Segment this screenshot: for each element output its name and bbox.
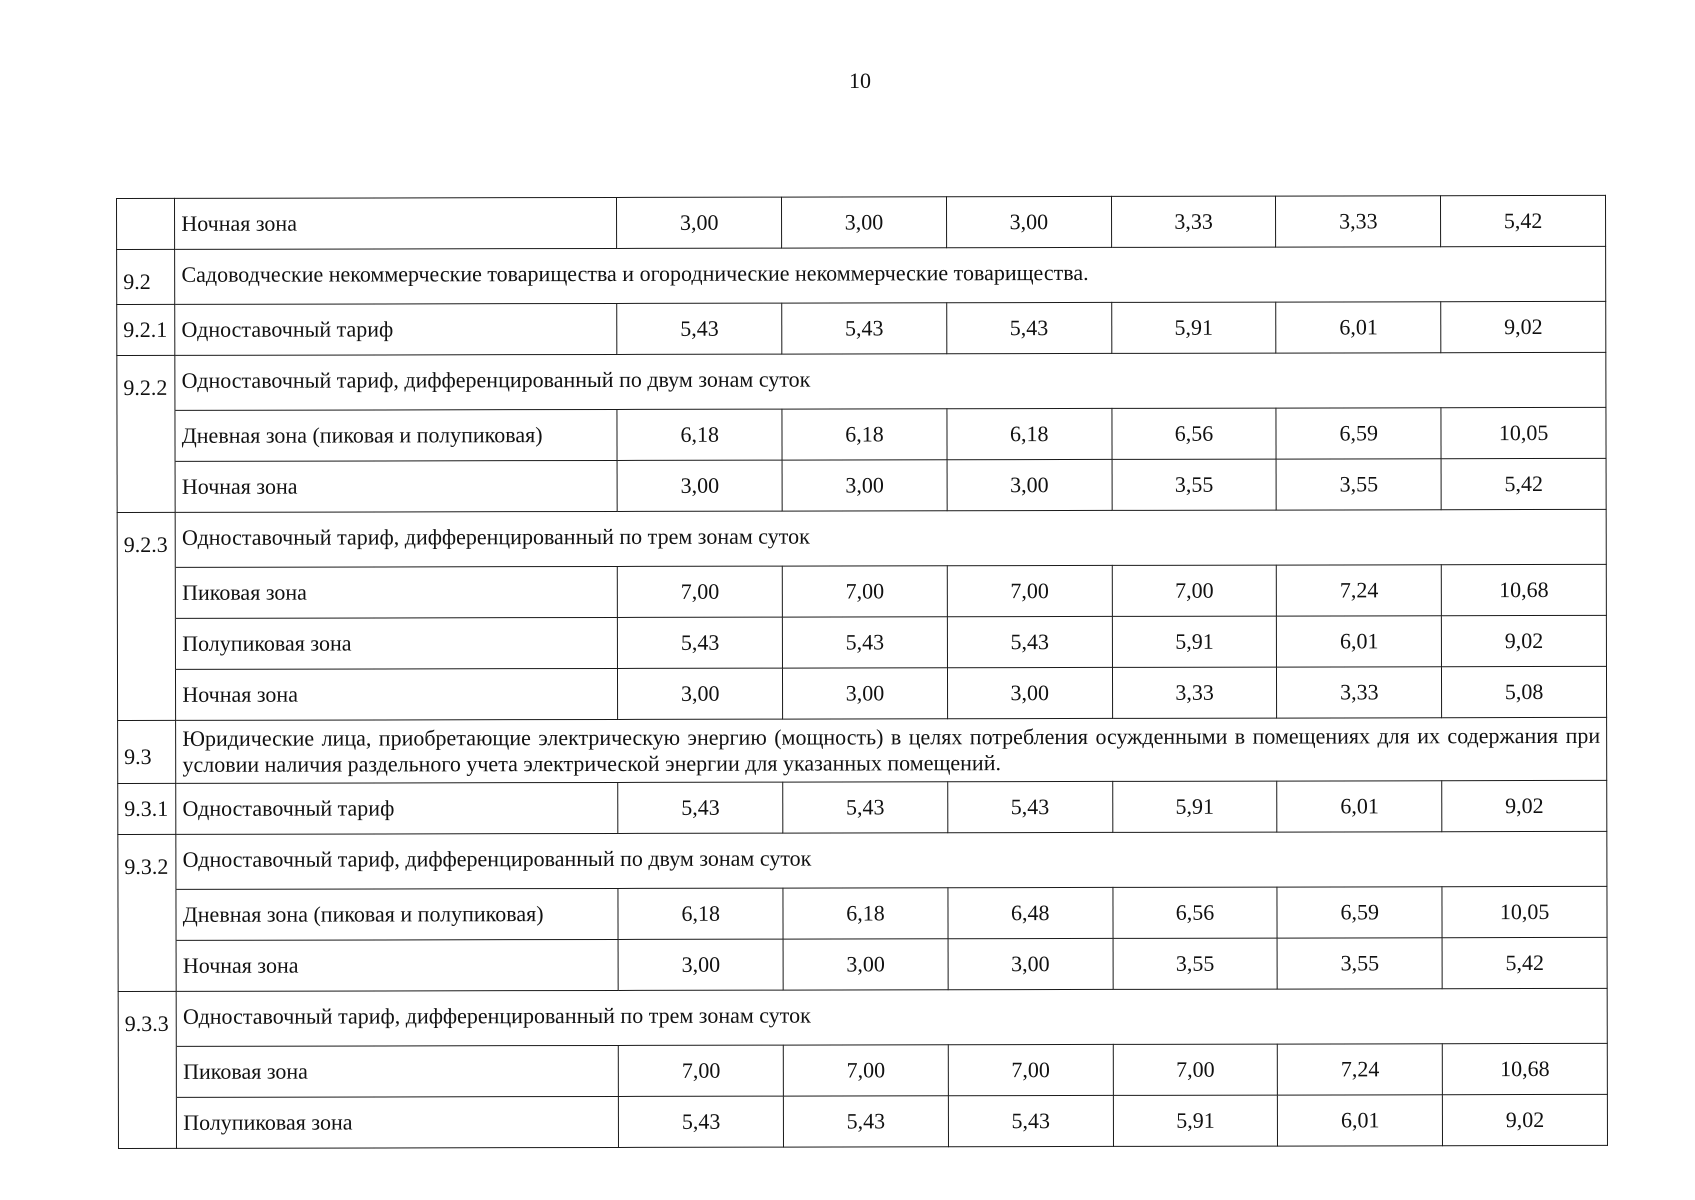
tariff-value: 5,43 (782, 303, 947, 354)
table-row (117, 564, 1606, 618)
row-number (118, 1046, 176, 1097)
row-number (117, 461, 175, 512)
section-title: Одноставочный тариф, дифференцированный по трем зонам суток (175, 509, 1606, 567)
tariff-value: 7,00 (619, 1045, 784, 1096)
row-label: Ночная зона (175, 197, 617, 249)
table-row (117, 615, 1606, 669)
tariff-value: 10,68 (1441, 564, 1606, 615)
tariff-value: 6,48 (948, 887, 1113, 938)
tariff-value: 7,00 (782, 566, 947, 617)
section-title: Одноставочный тариф, дифференцированный по двум зонам суток (175, 352, 1606, 410)
tariff-value: 3,33 (1111, 196, 1276, 247)
tariff-value: 5,91 (1113, 1095, 1278, 1146)
tariff-value: 3,33 (1112, 667, 1277, 718)
table-row (118, 937, 1607, 991)
tariff-value: 7,00 (783, 1045, 948, 1096)
section-row (117, 246, 1606, 304)
tariff-value: 3,00 (618, 668, 783, 719)
row-label: Дневная зона (пиковая и полупиковая) (176, 888, 618, 940)
tariff-value: 10,68 (1442, 1043, 1607, 1094)
row-label: Одноставочный тариф (176, 782, 618, 834)
tariff-value: 9,02 (1443, 1094, 1608, 1145)
tariff-value: 7,00 (1113, 1044, 1278, 1095)
row-label: Полупиковая зона (176, 617, 618, 669)
row-label: Полупиковая зона (177, 1096, 619, 1148)
row-label: Пиковая зона (176, 566, 618, 618)
tariff-value: 5,91 (1112, 616, 1277, 667)
row-number: 9.2.1 (117, 304, 175, 355)
row-number: 9.2 (117, 249, 175, 304)
tariff-value: 5,43 (782, 617, 947, 668)
table-row (118, 1094, 1607, 1148)
tariff-value: 6,01 (1276, 302, 1441, 353)
tariff-value: 3,00 (617, 460, 782, 511)
tariff-value: 3,00 (782, 197, 947, 248)
section-row (118, 717, 1607, 783)
tariff-value: 3,33 (1276, 196, 1441, 247)
row-label: Дневная зона (пиковая и полупиковая) (175, 409, 617, 461)
row-number (117, 198, 175, 249)
tariff-value: 6,18 (782, 409, 947, 460)
tariff-value: 3,33 (1277, 667, 1442, 718)
tariff-value: 5,43 (783, 1096, 948, 1147)
tariff-value: 6,56 (1112, 408, 1277, 459)
row-number (117, 567, 175, 618)
row-number: 9.2.3 (117, 512, 175, 567)
tariff-value: 3,00 (783, 668, 948, 719)
section-row (118, 988, 1607, 1046)
tariff-value: 7,00 (1112, 565, 1277, 616)
tariff-value: 6,18 (618, 888, 783, 939)
tariff-value: 7,00 (947, 565, 1112, 616)
tariff-value: 5,91 (1111, 302, 1276, 353)
tariff-value: 3,00 (782, 460, 947, 511)
tariff-value: 3,00 (948, 938, 1113, 989)
tariff-value: 9,02 (1441, 301, 1606, 352)
tariff-value: 5,43 (618, 617, 783, 668)
row-number (117, 669, 175, 720)
tariff-value: 7,00 (948, 1044, 1113, 1095)
tariff-value: 6,01 (1277, 781, 1442, 832)
tariff-value: 10,05 (1442, 886, 1607, 937)
row-number: 9.3.3 (118, 991, 176, 1046)
table-row (118, 886, 1607, 940)
tariff-value: 3,55 (1113, 938, 1278, 989)
tariff-value: 5,42 (1442, 937, 1607, 988)
table-row (117, 195, 1606, 249)
section-title: Одноставочный тариф, дифференцированный по трем зонам суток (176, 988, 1607, 1046)
row-label: Ночная зона (176, 939, 618, 991)
tariff-value: 5,42 (1441, 195, 1606, 246)
tariff-value: 3,00 (618, 939, 783, 990)
tariff-value: 3,55 (1276, 459, 1441, 510)
tariff-value: 6,59 (1277, 887, 1442, 938)
row-number: 9.3.1 (118, 783, 176, 834)
tariff-value: 3,55 (1277, 938, 1442, 989)
tariff-value: 9,02 (1442, 780, 1607, 831)
tariff-value: 6,01 (1278, 1095, 1443, 1146)
table-row (117, 458, 1606, 512)
tariff-value: 5,43 (947, 616, 1112, 667)
section-title: Садоводческие некоммерческие товарищества и огороднические некоммерческие товарищества. (175, 246, 1606, 304)
row-number: 9.3 (118, 720, 176, 783)
tariff-value: 10,05 (1441, 407, 1606, 458)
row-number: 9.2.2 (117, 355, 175, 410)
tariff-value: 5,42 (1441, 458, 1606, 509)
section-row (117, 509, 1606, 567)
tariff-value: 5,43 (783, 782, 948, 833)
table-row (118, 1043, 1607, 1097)
table-row (117, 666, 1606, 720)
row-label: Пиковая зона (177, 1045, 619, 1097)
table-row (117, 301, 1606, 355)
tariff-value: 5,43 (617, 303, 782, 354)
tariff-value: 5,43 (618, 782, 783, 833)
tariff-value: 7,24 (1277, 565, 1442, 616)
row-number (117, 410, 175, 461)
row-label: Ночная зона (175, 460, 617, 512)
row-label: Одноставочный тариф (175, 303, 617, 355)
tariff-value: 3,00 (946, 196, 1111, 247)
tariff-value: 3,00 (617, 197, 782, 248)
table-row (118, 780, 1607, 834)
tariff-table (116, 195, 1608, 1149)
tariff-value: 7,24 (1278, 1044, 1443, 1095)
tariff-value: 3,00 (783, 939, 948, 990)
tariff-value: 5,43 (947, 302, 1112, 353)
tariff-value: 6,59 (1276, 408, 1441, 459)
tariff-value: 7,00 (618, 566, 783, 617)
row-number: 9.3.2 (118, 834, 176, 889)
tariff-value: 6,18 (617, 409, 782, 460)
tariff-value: 6,18 (783, 888, 948, 939)
table-row (117, 407, 1606, 461)
section-title: Юридические лица, приобретающие электрическую энергию (мощность) в целях потребления осужденными в помещениях для их содержания при условии наличия раздельного учета электрической энергии для указанных помещений. (176, 717, 1607, 783)
section-title: Одноставочный тариф, дифференцированный по двум зонам суток (176, 831, 1607, 889)
tariff-value: 3,55 (1112, 459, 1277, 510)
row-number (118, 1097, 176, 1148)
tariff-value: 3,00 (947, 667, 1112, 718)
section-row (117, 352, 1606, 410)
page-number: 10 (849, 68, 871, 93)
tariff-value: 6,56 (1113, 887, 1278, 938)
row-number (118, 889, 176, 940)
tariff-value: 5,43 (948, 1095, 1113, 1146)
tariff-value: 6,01 (1277, 616, 1442, 667)
row-number (118, 940, 176, 991)
tariff-value: 3,00 (947, 459, 1112, 510)
row-label: Ночная зона (176, 668, 618, 720)
row-number (117, 618, 175, 669)
tariff-value: 9,02 (1442, 615, 1607, 666)
tariff-value: 5,91 (1112, 781, 1277, 832)
section-row (118, 831, 1607, 889)
tariff-value: 6,18 (947, 408, 1112, 459)
tariff-value: 5,43 (619, 1096, 784, 1147)
tariff-value: 5,08 (1442, 666, 1607, 717)
tariff-value: 5,43 (948, 781, 1113, 832)
